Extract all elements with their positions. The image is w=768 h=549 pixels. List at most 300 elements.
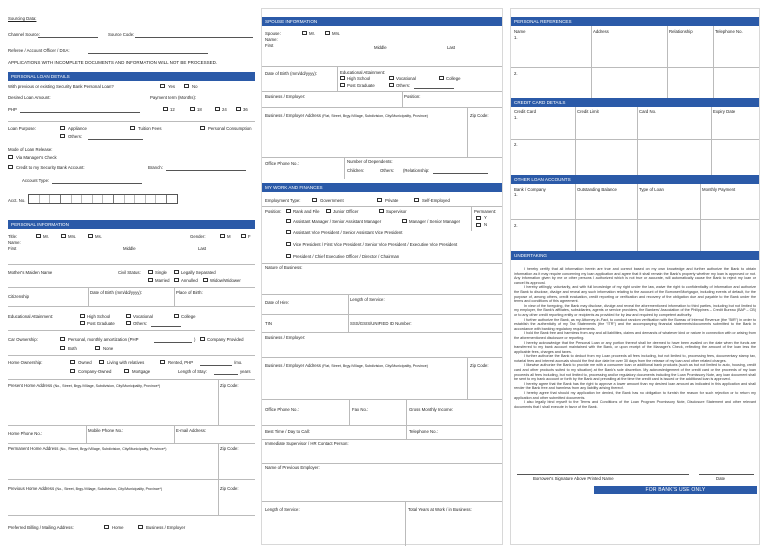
educ-others-label: Others:: [133, 321, 148, 326]
ref-row-1: 1.: [514, 35, 518, 40]
divider: [575, 107, 576, 175]
car-none-label: None: [103, 346, 114, 351]
relationship-label: (Relationship:: [403, 168, 430, 173]
vp-label: Vice President / First Vice President / Senior Vice President / Executive Vice President: [293, 242, 458, 247]
legally-separated-label: Legally Separated: [181, 270, 216, 275]
sss-label: SSS/GSIS/UNIFIED ID Number:: [350, 321, 412, 326]
divider: [262, 294, 502, 295]
divider: [88, 288, 89, 306]
car-personal-label: Personal, monthly amortization (PHP: [68, 337, 139, 342]
divider: [337, 66, 338, 91]
telephone-label: Telephone No.:: [409, 429, 438, 434]
divider: [349, 399, 350, 425]
spouse-last-label: Last: [447, 45, 456, 50]
rented-checkbox[interactable]: [160, 360, 165, 364]
spouse-others-label: Others:: [396, 83, 411, 88]
divider: [8, 515, 255, 516]
section-work-finances: MY WORK AND FINANCES: [262, 183, 502, 192]
vocational-label: Vocational: [133, 314, 153, 319]
car-none-checkbox[interactable]: [95, 346, 100, 350]
sourcing-label: Sourcing Data:: [8, 16, 37, 21]
spouse-college-checkbox[interactable]: [439, 76, 444, 80]
divider: [262, 314, 502, 315]
previous-zip-label: Zip Code:: [220, 486, 239, 491]
permanent-n-label: N: [484, 222, 488, 227]
term-12-checkbox[interactable]: [163, 107, 168, 111]
manager-checkbox[interactable]: [402, 219, 407, 223]
work-position-label: Position:: [265, 209, 282, 214]
dependents-label: Number of Dependents:: [347, 159, 393, 164]
ref-col-relationship: Relationship: [669, 29, 693, 34]
signature-label: Borrower's Signature Above Printed Name: [533, 476, 614, 481]
divider: [511, 219, 759, 220]
term-12-label: 12: [170, 107, 175, 112]
rent-amount-field[interactable]: [200, 365, 232, 366]
yes-label: Yes: [168, 84, 176, 89]
billing-home-label: Home: [112, 525, 124, 530]
spouse-pg-checkbox[interactable]: [340, 83, 345, 87]
vp-checkbox[interactable]: [286, 242, 291, 246]
civil-status-label: Civil Status:: [118, 270, 141, 275]
present-address-label: Present Home Address (No., Street, Brgy./Village, Subdivision, City/Municipality, Province*): [8, 383, 161, 388]
credit-account-label: Credit to my Security Bank Account:: [16, 165, 85, 170]
self-employed-checkbox[interactable]: [414, 198, 419, 202]
mrs-checkbox[interactable]: [61, 234, 66, 238]
divider: [262, 501, 502, 502]
php-label: PHP: [8, 107, 17, 112]
nature-business-label: Nature of Business:: [265, 265, 303, 270]
highschool-label: High School: [87, 314, 111, 319]
divider: [511, 139, 759, 140]
pob-label: Place of Birth:: [176, 290, 203, 295]
incomplete-notice: APPLICATIONS WITH INCOMPLETE DOCUMENTS AND INFORMATION WILL NOT BE PROCESSED.: [8, 60, 218, 65]
widow-label: Widow/Widower: [210, 278, 241, 283]
spouse-others-field[interactable]: [414, 88, 454, 89]
ref-col-name: Name: [514, 29, 526, 34]
divider: [262, 463, 502, 464]
undertaking-text: [514, 267, 756, 472]
divider: [8, 425, 255, 426]
government-checkbox[interactable]: [312, 198, 317, 202]
source-code-field[interactable]: [135, 37, 253, 38]
vocational-checkbox[interactable]: [126, 314, 131, 318]
divider: [8, 355, 255, 356]
widow-checkbox[interactable]: [203, 278, 208, 282]
previous-employer-label: Name of Previous Employer:: [265, 465, 320, 470]
ref-row-2: 2.: [514, 71, 518, 76]
account-type-field[interactable]: [52, 183, 142, 184]
managers-check-checkbox[interactable]: [8, 155, 13, 159]
last-label: Last: [198, 246, 207, 251]
appliance-label: Appliance: [68, 126, 87, 131]
divider: [700, 184, 701, 251]
tuition-checkbox[interactable]: [130, 126, 135, 130]
children-label: Children:: [347, 168, 365, 173]
gender-m-checkbox[interactable]: [220, 234, 225, 238]
annulled-checkbox[interactable]: [174, 278, 179, 282]
permanent-zip-label: Zip Code:: [220, 446, 239, 451]
ms-label: Ms.: [95, 234, 102, 239]
undertaking-p6: I hereby acknowledge that the Personal Loan or any portion thereof shall be deemed to have been availed on the date when the funds are transferred to my bank account maintained with the Bank, or upon receipt of the Manager's Check, reflecting the amount of the loan less the applicable fees, charges and taxes.: [514, 340, 756, 354]
divider: [467, 107, 468, 157]
consumption-label: Personal Consumption: [208, 126, 252, 131]
referee-field[interactable]: [88, 53, 208, 54]
tuition-label: Tuition Fees: [138, 126, 162, 131]
government-label: Government: [320, 198, 344, 203]
date-line[interactable]: [699, 474, 754, 475]
first-label: First: [8, 246, 17, 251]
divider: [218, 479, 219, 515]
self-employed-label: Self-Employed: [422, 198, 450, 203]
oa-col-balance: Outstanding Balance: [577, 187, 617, 192]
car-both-checkbox[interactable]: [60, 346, 65, 350]
divider: [262, 357, 502, 358]
citizenship-label: Citizenship: [8, 294, 30, 299]
section-personal-loan: PERSONAL LOAN DETAILS: [8, 72, 255, 81]
undertaking-p11: I also legally bind myself to the Terms and Conditions of the Loan Program Promissory Note, Disclosure Statement and other relevant documents that I shall execute in favor of the Bank.: [514, 400, 756, 409]
divider: [262, 157, 502, 158]
private-checkbox[interactable]: [377, 198, 382, 202]
desired-amount-label: Desired Loan Amount:: [8, 95, 51, 100]
gender-m-label: M: [227, 234, 231, 239]
divider: [511, 67, 759, 68]
divider: [262, 425, 502, 426]
channel-field[interactable]: [38, 37, 98, 38]
date-label: Date: [716, 476, 726, 481]
asst-manager-label: Assistant Manager / Senior Assistant Manager: [293, 219, 382, 224]
work-address-label: Business / Employer Address (Flat, Street, Brgy./Village, Subdivision, City/Municipality, Province): [265, 363, 428, 368]
educ-others-checkbox[interactable]: [126, 321, 131, 325]
avp-checkbox[interactable]: [286, 230, 291, 234]
company-owned-checkbox[interactable]: [70, 369, 75, 373]
term-36-label: 36: [243, 107, 248, 112]
dob-label: Date of Birth (mm/dd/yyyy):: [90, 290, 143, 295]
mr-label: Mr.: [43, 234, 49, 239]
single-label: Single: [155, 270, 167, 275]
date-hire-label: Date of Hire:: [265, 300, 290, 305]
home-ownership-label: Home Ownership:: [8, 360, 43, 365]
supervisor-label: Supervisor: [386, 209, 407, 214]
spouse-educ-label: Educational Attainment:: [340, 70, 386, 75]
spouse-employer-label: Business / Employer:: [265, 94, 306, 99]
spouse-voc-label: Vocational: [396, 76, 416, 81]
section-references: PERSONAL REFERENCES: [511, 17, 759, 26]
highschool-checkbox[interactable]: [80, 314, 85, 318]
living-relatives-checkbox[interactable]: [99, 360, 104, 364]
oa-col-bank: Bank / Company: [514, 187, 546, 192]
years-label: years: [240, 369, 251, 374]
divider: [406, 399, 407, 425]
term-24-label: 24: [222, 107, 227, 112]
length-stay-field[interactable]: [214, 374, 238, 375]
section-undertaking: UNDERTAKING: [511, 251, 759, 260]
undertaking-p7: I further authorize the Bank to deduct from my Loan proceeds all fees including, but not limited to, processing fees, documentary stamp tax, notarial fees and interest accruals should the first due date be over 30 days from the release of my loan and other related charges.: [514, 354, 756, 363]
undertaking-p10: I hereby agree that should my application be denied, the Bank has no obligation to furnish the reason for such rejection or to return my application and other submitted documents.: [514, 391, 756, 400]
credit-account-checkbox[interactable]: [8, 165, 13, 169]
mortgage-label: Mortgage: [132, 369, 151, 374]
work-office-label: Office Phone No.:: [265, 407, 299, 412]
spouse-voc-checkbox[interactable]: [389, 76, 394, 80]
undertaking-p2: I hereby willingly, voluntarily, and with full knowledge of my right under the law, waive the right to confidentiality of information and authorize the Bank to disclose, divulge and reveal any such information relating to the account of the Borrower/Mortgagor, including events of default, for the purpose of, among others, credit evaluation, credit reporting or verification and recovery of the obligation due and payable to the Bank under the terms and conditions of this agreement.: [514, 285, 756, 304]
length-service-label: Length of Service:: [350, 297, 385, 302]
asst-manager-checkbox[interactable]: [286, 219, 291, 223]
term-18-label: 18: [197, 107, 202, 112]
divider: [262, 332, 502, 333]
married-checkbox[interactable]: [148, 278, 153, 282]
cc-col-cardno: Card No.: [639, 109, 657, 114]
oa-row-1: 1.: [514, 192, 518, 197]
spouse-mr-checkbox[interactable]: [302, 31, 307, 35]
cc-row-2: 2.: [514, 142, 518, 147]
divider: [262, 107, 502, 108]
consumption-checkbox[interactable]: [200, 126, 205, 130]
mobile-label: Mobile Phone No.:: [88, 428, 124, 433]
total-years-label: Total Years at Work / in Business:: [408, 507, 472, 512]
undertaking-p4: I further authorize the Bank, as my Attorney-in-Fact, to conduct random verification with the Bureau of Internal Revenue (the "BIR") in order to establish the authenticity of my Tax Statements (the "ITR") and the accompanying financial statements/documents submitted to the Bank in accordance with banking regulatory requirements.: [514, 317, 756, 331]
per-month-label: /mo.: [234, 360, 243, 365]
married-label: Married: [155, 278, 170, 283]
postgrad-checkbox[interactable]: [80, 321, 85, 325]
rented-label: Rented, PHP: [168, 360, 194, 365]
ref-col-address: Address: [593, 29, 609, 34]
spouse-name-label: Name:: [265, 37, 278, 42]
release-mode-label: Mode of Loan Release:: [8, 147, 53, 152]
spouse-mrs-checkbox[interactable]: [325, 31, 330, 35]
prev-length-service-label: Length of Service:: [265, 507, 300, 512]
name-label: Name:: [8, 240, 21, 245]
spouse-mr-label: Mr.: [309, 31, 315, 36]
cc-col-limit: Credit Limit: [577, 109, 599, 114]
spouse-pg-label: Post Graduate: [347, 83, 375, 88]
ref-col-telephone: Telephone No.: [715, 29, 743, 34]
previous-address-label: Previous Home Address (No., Street, Brgy./Village, Subdivision, City/Municipality, Province*): [8, 486, 163, 491]
president-label: President / Chief Executive Officer / Director / Chairman: [293, 254, 400, 259]
managers-check-label: Via Manager's Check: [16, 155, 57, 160]
mrs-label: Mrs.: [68, 234, 77, 239]
gender-f-checkbox[interactable]: [241, 234, 246, 238]
term-24-checkbox[interactable]: [215, 107, 220, 111]
supervisor-checkbox[interactable]: [379, 209, 384, 213]
gender-f-label: F: [248, 234, 251, 239]
bank-use-only-header: FOR BANK'S USE ONLY: [594, 486, 757, 494]
divider: [262, 91, 502, 92]
present-zip-label: Zip Code:: [220, 383, 239, 388]
email-label: E-mail Address:: [176, 428, 207, 433]
existing-loan-label: With previous or existing Security Bank Personal Loan?: [8, 84, 114, 89]
spouse-hs-checkbox[interactable]: [340, 76, 345, 80]
divider: [218, 443, 219, 479]
spouse-office-label: Office Phone No.:: [265, 161, 299, 166]
permanent-label: Permanent:: [474, 209, 497, 214]
signature-line[interactable]: [517, 474, 689, 475]
desired-amount-field[interactable]: [20, 112, 140, 113]
car-label: Car Ownership:: [8, 337, 38, 342]
account-type-label: Account Type:: [22, 178, 50, 183]
term-18-checkbox[interactable]: [190, 107, 195, 111]
avp-label: Assistant Vice President / Senior Assistant Vice President: [293, 230, 403, 235]
employment-type-label: Employment Type:: [265, 198, 301, 203]
spouse-hs-label: High School: [347, 76, 371, 81]
annulled-label: Annulled: [181, 278, 198, 283]
divider: [471, 206, 472, 231]
divider: [262, 399, 502, 400]
source-code-label: Source Code:: [108, 32, 135, 37]
divider: [8, 121, 255, 122]
mother-maiden-label: Mother's Maiden Name: [8, 270, 53, 275]
column-applicant: [8, 8, 255, 545]
branch-label: Branch:: [148, 165, 163, 170]
owned-checkbox[interactable]: [70, 360, 75, 364]
undertaking-p1: I hereby certify that all information herein are true and correct based on my own knowledge and further authorize the Bank to obtain information as it may require concerning my loan application and agree that it shall remain the Bank's property whether my loan is approved or not. Any information given by me or other persons I authorized which is not true or accurate, will automatically cause the Bank to reject my loan or cancel its approval.: [514, 267, 756, 285]
billing-business-label: Business / Employer: [146, 525, 186, 530]
undertaking-p8: I likewise authorize the Bank to provide me with a consumer loan or additional bank products (such as but not limited to auto, housing, credit card and other products suited to my situation) at the Bank's sole discretion. My acknowledgement of the credit card or the proceeds of my loan proceeds all fees including, but not limited to, processing and/or regulatory documents including the Loan Promissory Note, any loan document shall be sent to my bank account or forth by the Bank and prevailing at the time the credit card is issued or the additional loan is approved.: [514, 363, 756, 382]
existing-yes-checkbox[interactable]: [160, 84, 165, 88]
branch-field[interactable]: [166, 170, 246, 171]
billing-business-checkbox[interactable]: [138, 525, 143, 529]
divider: [402, 91, 403, 107]
divider: [262, 263, 502, 264]
divider: [637, 184, 638, 251]
term-label: Payment term (Months):: [150, 95, 197, 100]
living-relatives-label: Living with relatives: [107, 360, 145, 365]
account-no-label: Acct. No.: [8, 198, 26, 203]
divider: [262, 66, 502, 67]
ms-checkbox[interactable]: [88, 234, 93, 238]
car-amount-field[interactable]: [154, 342, 192, 343]
educ-others-field[interactable]: [151, 326, 181, 327]
divider: [575, 184, 576, 251]
company-owned-label: Company-Owned: [78, 369, 112, 374]
company-provided-label: Company Provided: [207, 337, 244, 342]
others-purpose-field[interactable]: [88, 139, 143, 140]
divider: [174, 425, 175, 443]
spouse-address-label: Business / Employer Address (Flat, Street, Brgy./Village, Subdivision, City/Municipality, Province): [265, 113, 428, 118]
cc-row-1: 1.: [514, 115, 518, 120]
legally-separated-checkbox[interactable]: [174, 270, 179, 274]
spouse-middle-label: Middle: [374, 45, 387, 50]
president-checkbox[interactable]: [286, 254, 291, 258]
divider: [262, 206, 502, 207]
existing-no-checkbox[interactable]: [184, 84, 189, 88]
divider: [8, 330, 255, 331]
divider: [667, 26, 668, 98]
column-references: [510, 8, 760, 545]
oa-col-monthly: Monthly Payment: [702, 187, 736, 192]
section-other-loans: OTHER LOAN ACCOUNTS: [511, 175, 759, 184]
work-employer-label: Business / Employer:: [265, 335, 306, 340]
cc-col-card: Credit Card: [514, 109, 536, 114]
immediate-supervisor-label: Immediate Supervisor / HR Contact Person:: [265, 441, 349, 446]
permanent-n-checkbox[interactable]: [476, 223, 481, 227]
section-credit-card: CREDIT CARD DETAILS: [511, 98, 759, 107]
relationship-field[interactable]: [433, 173, 488, 174]
others-purpose-label: Others:: [68, 134, 83, 139]
divider: [713, 26, 714, 98]
car-close-paren: ): [194, 337, 196, 342]
private-label: Private: [385, 198, 399, 203]
single-checkbox[interactable]: [148, 270, 153, 274]
work-zip-label: Zip Code:: [470, 363, 489, 368]
gross-income-label: Gross Monthly Income:: [409, 407, 454, 412]
permanent-y-label: Y: [484, 215, 487, 220]
middle-label: Middle: [123, 246, 136, 251]
college-label: College: [181, 314, 196, 319]
junior-officer-checkbox[interactable]: [326, 209, 331, 213]
rank-file-checkbox[interactable]: [286, 209, 291, 213]
mr-checkbox[interactable]: [36, 234, 41, 238]
spouse-first-label: First: [265, 43, 274, 48]
car-personal-checkbox[interactable]: [60, 337, 65, 341]
loan-purpose-label: Loan Purpose:: [8, 126, 36, 131]
divider: [591, 26, 592, 98]
manager-label: Manager / Senior Manager: [409, 219, 461, 224]
title-label: Title:: [8, 234, 18, 239]
section-spouse: SPOUSE INFORMATION: [262, 17, 502, 26]
owned-label: Owned: [78, 360, 92, 365]
spouse-position-label: Position:: [404, 94, 421, 99]
permanent-y-checkbox[interactable]: [476, 216, 481, 220]
divider: [637, 107, 638, 175]
divider: [86, 425, 87, 443]
divider: [262, 439, 502, 440]
divider: [405, 501, 406, 546]
permanent-address-label: Permanent Home Address (No., Street, Brgy./Village, Subdivision, City/Municipality, Province*): [8, 446, 167, 451]
section-personal-info: PERSONAL INFORMATION: [8, 220, 255, 229]
cc-col-expiry: Expiry Date: [713, 109, 736, 114]
college-checkbox[interactable]: [174, 314, 179, 318]
educ-label: Educational Attainment:: [8, 314, 54, 319]
billing-label: Preferred Billing / Mailing Address:: [8, 525, 74, 530]
fax-label: Fax No.:: [352, 407, 369, 412]
spouse-dob-label: Date of Birth (mm/dd/yyyy):: [265, 71, 318, 76]
spouse-label: Spouse:: [265, 31, 281, 36]
undertaking-p9: I hereby agree that the Bank has the right to approve a lower amount than my desired loan amount as indicated in this application and shall render the Bank free and harmless from any liability arising thereof.: [514, 381, 756, 391]
divider: [8, 287, 255, 288]
oa-row-2: 2.: [514, 223, 518, 228]
undertaking-p3: In view of the foregoing, the Bank may disclose, divulge and reveal the aforementioned information to third parties, including but not limited to my employer, the Bank's affiliates, subsidiaries, agents or service providers, the Bankers' Association of the Philippines – Credit Bureau (BAP – CB) or to any other credit reporting entity or recipients as provided for by law and required by competent authority.: [514, 303, 756, 317]
no-label: No: [192, 84, 198, 89]
spouse-mrs-label: Mrs.: [332, 31, 341, 36]
divider: [8, 306, 255, 307]
spouse-others-checkbox[interactable]: [389, 83, 394, 87]
term-36-checkbox[interactable]: [236, 107, 241, 111]
rank-file-label: Rank and File: [293, 209, 320, 214]
divider: [174, 288, 175, 306]
referee-label: Referee / Account Officer / DSA:: [8, 48, 70, 53]
home-phone-label: Home Phone No.:: [8, 431, 43, 436]
divider: [344, 157, 345, 179]
others-purpose-checkbox[interactable]: [60, 134, 65, 138]
channel-label: Channel Source:: [8, 32, 41, 37]
column-spouse-work: [261, 8, 503, 545]
divider: [348, 314, 349, 332]
divider: [348, 294, 349, 314]
gender-label: Gender:: [190, 234, 206, 239]
tin-label: TIN: [265, 321, 272, 326]
company-provided-checkbox[interactable]: [200, 337, 205, 341]
junior-officer-label: Junior Officer: [333, 209, 359, 214]
undertaking-p5: I hold the Bank free and harmless from any and all liabilities, claims and demands of whatever kind or nature in connection with or arising from the aforementioned disclosure or reporting.: [514, 331, 756, 340]
dependents-others-label: Others:: [380, 168, 395, 173]
billing-home-checkbox[interactable]: [104, 525, 109, 529]
appliance-checkbox[interactable]: [60, 126, 65, 130]
account-no-boxes[interactable]: [28, 194, 178, 204]
spouse-zip-label: Zip Code:: [470, 113, 489, 118]
divider: [218, 379, 219, 425]
divider: [711, 107, 712, 175]
length-stay-label: Length of Stay:: [178, 369, 207, 374]
mortgage-checkbox[interactable]: [124, 369, 129, 373]
